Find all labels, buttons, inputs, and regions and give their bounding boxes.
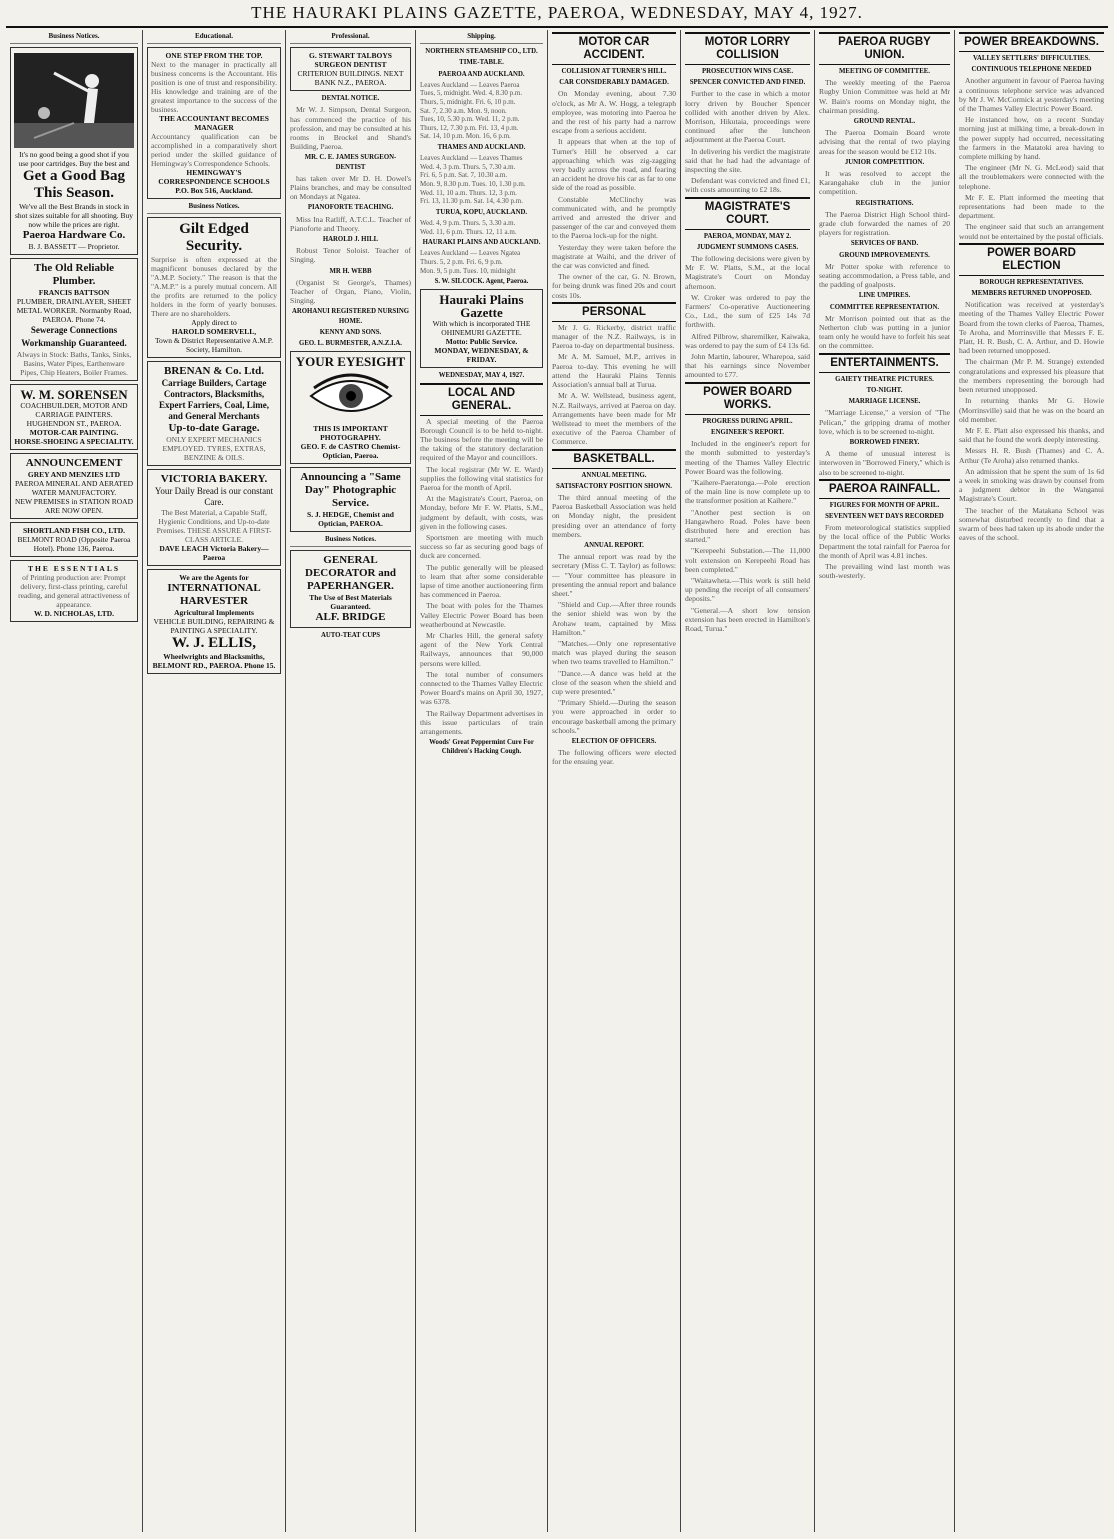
amp-ad: Gilt Edged Security. Surprise is often expressed at the magnificent bonuses declared by the "A.M.P. Society." The reason is that the "A.M.P." is a purely mutual concern. All the profits are returned to the policy holders in the form of yearly bonuses. There are no shareholders. Apply direct to HAROLD SOMERVELL, Town & District Representative A.M.P. Society, Hamilton. <box>147 217 281 358</box>
power-board-election-headline: POWER BOARD ELECTION <box>959 243 1104 276</box>
column-8: POWER BREAKDOWNS. VALLEY SETTLERS' DIFFICULTIES. CONTINUOUS TELEPHONE NEEDED Another argument in favour of Paeroa having a continuous telephone service was advanced by Mr J. W. McCormick at yesterday's meeting of the Thames Valley Electric Power Board. He instanced how, on a recent Sunday morning just at milking time, a break-down in the power supply had occurred, necessitating the farmers in the Matatoki area having to complete milking by hand. The engineer (Mr N. G. McLeod) said that all the troublemakers were connected with the telephone. Mr F. E. Platt informed the meeting that representations had been made to the department. The engineer said that such an arrangement would not be entertained by the postal officials. POWER BOARD ELECTION BOROUGH REPRESENTATIVES. MEMBERS RETURNED UNOPPOSED. Notification was received at yesterday's meeting of the Thames Valley Electric Power Board from the town clerks of Paeroa, Thames, Te Aroha, and Morrinsville that Messrs F. E. Platt, H. R. Bush, C. A. Arthur, and D. Howie had been returned unopposed. The chairman (Mr P. M. Strange) extended congratulations and expressed his pleasure that the members representing the borough had been returned unopposed. In returning thanks Mr G. Howie (Morrinsville) said that he was on the board an old member. Mr F. E. Platt also expressed his thanks, and said that he found the work deeply interesting. Messrs H. R. Bush (Thames) and C. A. Arthur (Te Aroha) also returned thanks. An admission that he spent the sum of 1s 6d a week in smoking was drawn by counsel from a judgment debtor in the Wanganui Magistrate's Court. The teacher of the Matakana School was somewhat disturbed recently to find that a swarm of bees had taken up its abode under the eaves of the school. <box>955 30 1108 1532</box>
hunter-image <box>14 53 134 148</box>
entertainments-headline: ENTERTAINMENTS. <box>819 353 950 373</box>
column-1 <box>6 30 143 1532</box>
sorensen-ad: W. M. SORENSEN COACHBUILDER, MOTOR AND CARRIAGE PAINTERS. HUGHENDON ST., PAEROA. MOTOR-CAR PAINTING. HORSE-SHOEING A SPECIALITY. <box>10 384 138 450</box>
column-5: MOTOR CAR ACCIDENT. COLLISION AT TURNER'S HILL. CAR CONSIDERABLY DAMAGED. On Monday evening, about 7.30 o'clock, as Mr A. W. Hogg, a telegraph employee, was motoring into Paeroa he and the rest of his party had a narrow escape from a serious accident. It appears that when at the top of Turner's Hill he observed a car approaching which was zig-zagging very badly across the road, and fearing an accident he drove his car as far to one side of the road as possible. Constable McClinchy was communicated with, and he promptly arrived and arrested the driver and passenger of the car and conveyed them to the Paeroa lock-up for the night. Yesterday they were taken before the magistrate at Waihi, and the driver of the car was convicted and fined. The owner of the car, G. N. Brown, for being drunk was fined 20s and court costs 10s. PERSONAL Mr J. G. Rickerby, district traffic manager of the N.Z. Railways, is in Paeroa to-day on departmental business. Mr A. M. Samuel, M.P., arrives in Paeroa to-day. This evening he will attend the Hauraki Plains Tennis Association's annual ball at Turua. Mr A. W. Wellstead, business agent, N.Z. Railways, arrived at Paeroa on day. Arrangements have been made for Mr Wellstead to meet the members of the executive of the Paeroa Chamber of Commerce. BASKETBALL. ANNUAL MEETING. SATISFACTORY POSITION SHOWN. The third annual meeting of the Paeroa Basketball Association was held on Monday night, the president presiding over an attendance of forty members. ANNUAL REPORT. The annual report was read by the secretary (Miss C. T. Taylor) as follows:— "Your committee has pleasure in presenting the annual report and balance sheet." "Shield and Cup.—After three rounds the senior shield was won by the Arohaw team, captained by Miss Hamilton." "Matches.—Only one representative match was played during the season when two teams travelled to Hamilton." "Dance.—A dance was held at the close of the season when the shield and cup were presented." "Primary Shield.—During the season you were approached in order to encourage basketball among the primary schools." ELECTION OF OFFICERS. The following officers were elected for the ensuing year. <box>548 30 681 1532</box>
section-heading: Business Notices. <box>10 32 138 44</box>
photo-service-ad: Announcing a "Same Day" Photographic Service. S. J. HEDGE, Chemist and Optician, PAEROA. <box>290 467 411 532</box>
shortland-ad: SHORTLAND FISH CO., LTD. BELMONT ROAD (Opposite Paeroa Hotel). Phone 136, Paeroa. <box>10 522 138 557</box>
announcement-ad: ANNOUNCEMENT GREY AND MENZIES LTD PAEROA MINERAL AND AERATED WATER MANUFACTORY. NEW PREMISES in STATION ROAD ARE NOW OPEN. <box>10 453 138 519</box>
hemingway-ad: ONE STEP FROM THE TOP. Next to the manager in practically all business concerns is the Accountant. His position is one of trust and responsibility. His knowledge and training are of the greatest importance to the success of the business. THE ACCOUNTANT BECOMES MANAGER Accountancy qualification can be accomplished in a comparatively short period under the skilled guidance of Hemingway's Correspondence Schools. HEMINGWAY'S CORRESPONDENCE SCHOOLS P.O. Box 516, Auckland. <box>147 47 281 199</box>
eyesight-ad: YOUR EYESIGHT THIS IS IMPORTANT PHOTOGRAPHY. GEO. F. de CASTRO Chemist-Optician, Paeroa. <box>290 351 411 464</box>
power-board-works-headline: POWER BOARD WORKS. <box>685 382 810 415</box>
bag-title: Get a Good Bag This Season. <box>22 168 126 202</box>
plumber-ad: The Old Reliable Plumber. FRANCIS BATTSON PLUMBER, DRAINLAYER, SHEET METAL WORKER. Normanby Road, PAEROA. Phone 74. Sewerage Connections Workmanship Guaranteed. Always in Stock: Baths, Tanks, Sinks, Basins, Water Pipes, Earthenware Pipes, Chip Heaters, Boiler Frames. <box>10 258 138 381</box>
victoria-bakery-ad: VICTORIA BAKERY. Your Daily Bread is our constant Care. The Best Material, a Capable Staff, Hygienic Conditions, and Up-to-date Premises. THESE ASSURE A FIRST-CLASS ARTICLE. DAVE LEACH Victoria Bakery—Paeroa <box>147 469 281 566</box>
basketball-headline: BASKETBALL. <box>552 449 676 469</box>
hardware-ad: It's no good being a good shot if you use poor cartridges. Buy the best and Get a Good Bag This Season. We've all the Best Brands in stock in shot sizes suitable for all shooting. Buy now while the prices are right. Paeroa Hardware Co. B. J. BASSETT — Proprietor. <box>10 47 138 255</box>
magistrates-court-headline: MAGISTRATE'S COURT. <box>685 197 810 230</box>
column-4: Shipping. NORTHERN STEAMSHIP CO., LTD. TIME-TABLE. PAEROA AND AUCKLAND. Leaves Auckland — Leaves Paeroa Tues, 5, midnight. Wed. 4, 8.30 p.m. Thurs, 5, midnight. Fri. 6, 10 p.m. Sat. 7, 2.30 a.m. Mon. 9, noon. Tues, 10, 5.30 p.m. Wed. 11, 2 p.m. Thurs, 12, 7.30 p.m. Fri. 13, 4 p.m. Sat. 14, 10 p.m. Mon. 16, 6 p.m. THAMES AND AUCKLAND. Leaves Auckland — Leaves Thames Wed. 4, 3 p.m. Thurs. 5, 7.30 a.m. Fri. 6, 5 p.m. Sat. 7, 10.30 a.m. Mon. 9, 8.30 p.m. Tues. 10, 1.30 p.m. Wed. 11, 10 a.m. Thurs. 12, 3 p.m. Fri. 13, 11.30 p.m. Sat. 14, 4.30 p.m. TURUA, KOPU, AUCKLAND. Wed. 4, 9 p.m. Thurs. 5, 3.30 a.m. Wed. 11, 6 p.m. Thurs. 12, 11 a.m. HAURAKI PLAINS AND AUCKLAND. Leaves Auckland — Leaves Ngatea Thurs. 5, 2 p.m. Fri. 6, 9 p.m. Mon. 9, 5 p.m. Tues. 10, midnight S. W. SILCOCK. Agent, Paeroa. Hauraki Plains Gazette With which is incorporated THE OHINEMURI GAZETTE. Motto: Public Service. MONDAY, WEDNESDAY, & FRIDAY. WEDNESDAY, MAY 4, 1927. LOCAL AND GENERAL. A special meeting of the Paeroa Borough Council is to be held to-night. The business before the meeting will be the taking of the statutory declaration required of the Mayor and councillors. The local registrar (Mr W. E. Ward) supplies the following vital statistics for Paeroa for the month of April. At the Magistrate's Court, Paeroa, on Monday, before Mr F. W. Platts, S.M., judgment by default, with costs, was given in the following cases. Sportsmen are meeting with much success so far as securing good bags of duck are concerned. The public generally will be pleased to learn that after some considerable lapse of time another auctioneering firm has commenced in Paeroa. The boat with poles for the Thames Valley Electric Power Board has been weatherbound at Newcastle. Mr Charles Hill, the general safety agent of the New York Central Railways, announces that 90,000 persons were killed. The total number of consumers connected to the Thames Valley Electric Power Board's mains on April 30, 1927, was 6378. The Railway Department advertises in this issue particulars of train arrangements. Woods' Great Peppermint Cure For Children's Hacking Cough. <box>416 30 548 1532</box>
personal-headline: PERSONAL <box>552 302 676 322</box>
rainfall-headline: PAEROA RAINFALL. <box>819 479 950 499</box>
essentials-ad: THE ESSENTIALS of Printing production are: Prompt delivery, first-class printing, careful reading, and general attractiveness of appearance. W. D. NICHOLAS, LTD. <box>10 560 138 622</box>
masthead: THE HAURAKI PLAINS GAZETTE, PAEROA, WEDNESDAY, MAY 4, 1927. <box>6 0 1108 28</box>
lorry-collision-headline: MOTOR LORRY COLLISION <box>685 32 810 65</box>
eye-icon <box>306 372 396 420</box>
hardware-name: Paeroa Hardware Co. <box>22 229 126 242</box>
column-2: Educational. ONE STEP FROM THE TOP. Next to the manager in practically all business concerns is the Accountant. His position is one of trust and responsibility. His knowledge and training are of the greatest importance to the success of the business. THE ACCOUNTANT BECOMES MANAGER Accountancy qualification can be accomplished in a comparatively short period under the skilled guidance of Hemingway's Correspondence Schools. HEMINGWAY'S CORRESPONDENCE SCHOOLS P.O. Box 516, Auckland. Business Notices. Gilt Edged Security. Surprise is often expressed at the magnificent bonuses declared by the "A.M.P. Society." The reason is that the "A.M.P." is a purely mutual concern. All the profits are returned to the policy holders in the form of yearly bonuses. There are no shareholders. Apply direct to HAROLD SOMERVELL, Town & District Representative A.M.P. Society, Hamilton. BRENAN & Co. Ltd. Carriage Builders, Cartage Contractors, Blacksmiths, Expert Farriers, Coal, Lime, and General Merchants Up-to-date Garage. ONLY EXPERT MECHANICS EMPLOYED. TYRES, EXTRAS, BENZINE & OILS. VICTORIA BAKERY. Your Daily Bread is our constant Care. The Best Material, a Capable Staff, Hygienic Conditions, and Up-to-date Premises. THESE ASSURE A FIRST-CLASS ARTICLE. DAVE LEACH Victoria Bakery—Paeroa We are the Agents for INTERNATIONAL HARVESTER Agricultural Implements VEHICLE BUILDING, REPAIRING & PAINTING A SPECIALITY. W. J. ELLIS, Wheelwrights and Blacksmiths, BELMONT RD., PAEROA. Phone 15. <box>143 30 286 1532</box>
talboys-ad: G. STEWART TALBOYS SURGEON DENTIST CRITERION BUILDINGS. NEXT BANK N.Z., PAEROA. <box>290 47 411 91</box>
power-breakdowns-headline: POWER BREAKDOWNS. <box>959 32 1104 52</box>
newspaper-page <box>6 30 1108 1532</box>
column-3: Professional. G. STEWART TALBOYS SURGEON DENTIST CRITERION BUILDINGS. NEXT BANK N.Z., PAEROA. DENTAL NOTICE. Mr W. J. Simpson, Dental Surgeon, has commenced the practice of his profession, and may be consulted at his rooms in Brockel and Shand's Building, Paeroa. MR. C. E. JAMES SURGEON-DENTIST has taken over Mr D. H. Dowel's Plains branches, and may be consulted on Mondays at Ngatea. PIANOFORTE TEACHING. Miss Ina Ratliff, A.T.C.L. Teacher of Pianoforte and Theory. HAROLD J. HILL Robust Tenor Soloist. Teacher of Singing. MR H. WEBB (Organist St George's, Thames) Teacher of Organ, Piano, Violin, Singing. AROHANUI REGISTERED NURSING HOME. KENNY AND SONS. GEO. L. BURMESTER, A.N.Z.I.A. YOUR EYESIGHT THIS IS IMPORTANT PHOTOGRAPHY. GEO. F. de CASTRO Chemist-Optician, Paeroa. Announcing a "Same Day" Photographic Service. S. J. HEDGE, Chemist and Optician, PAEROA. Business Notices. GENERAL DECORATOR and PAPERHANGER. The Use of Best Materials Guaranteed. ALF. BRIDGE AUTO-TEAT CUPS <box>286 30 416 1532</box>
brenan-ad: BRENAN & Co. Ltd. Carriage Builders, Cartage Contractors, Blacksmiths, Expert Farriers, Coal, Lime, and General Merchants Up-to-date Garage. ONLY EXPERT MECHANICS EMPLOYED. TYRES, EXTRAS, BENZINE & OILS. <box>147 361 281 466</box>
decorator-ad: GENERAL DECORATOR and PAPERHANGER. The Use of Best Materials Guaranteed. ALF. BRIDGE <box>290 550 411 628</box>
rugby-union-headline: PAEROA RUGBY UNION. <box>819 32 950 65</box>
column-6: MOTOR LORRY COLLISION PROSECUTION WINS CASE. SPENCER CONVICTED AND FINED. Further to the case in which a motor lorry driven by Boucher Spencer collided with another driven by Alex. Morrison, Hikutaia, proceedings were continued after the luncheon adjournment at the Paeroa Court. In delivering his verdict the magistrate said that he had had the advantage of inspecting the site. Defendant was convicted and fined £1, with costs amounting to £2 18s. MAGISTRATE'S COURT. PAEROA, MONDAY, MAY 2. JUDGMENT SUMMONS CASES. The following decisions were given by Mr F. W. Platts, S.M., at the local Magistrate's Court on Monday afternoon. W. Croker was ordered to pay the Farmers' Co-operative Auctioneering Co., Ltd., the sum of £25 14s 7d forthwith. Alfred Pilbrow, sharemilker, Kaiwaka, was ordered to pay the sum of £4 13s 6d. John Martin, labourer, Wharepoa, said that his earnings since November amounted to £77. POWER BOARD WORKS. PROGRESS DURING APRIL. ENGINEER'S REPORT. Included in the engineer's report for the month submitted to yesterday's meeting of the Thames Valley Electric Power Board was the following. "Kaihere-Paeratonga.—Pole erection of the main line is now complete up to the transformer position at Kaihere." "Another pest section is on Hangawhero Road. Poles have been distributed here and erection has started." "Kerepeehi Substation.—The 11,000 volt extension on Kerepeehi Road has been completed." "Waitawheta.—This work is still held up pending the receipt of all consumers' deposits." "General.—A short low tension extension has been erected in Hamilton's Road, Turua." <box>681 30 815 1532</box>
harvester-ad: We are the Agents for INTERNATIONAL HARVESTER Agricultural Implements VEHICLE BUILDING, REPAIRING & PAINTING A SPECIALITY. W. J. ELLIS, Wheelwrights and Blacksmiths, BELMONT RD., PAEROA. Phone 15. <box>147 569 281 674</box>
column-7: PAEROA RUGBY UNION. MEETING OF COMMITTEE. The weekly meeting of the Paeroa Rugby Union Committee was held at Mr W. Bain's rooms on Monday night, the chairman presiding. GROUND RENTAL. The Paeroa Domain Board wrote advising that the rental of two playing areas for the season would be £12 10s. JUNIOR COMPETITION. It was resolved to accept the Karangahake club in the junior competition. REGISTRATIONS. The Paeroa District High School third-grade club forwarded the names of 20 players for registration. SERVICES OF BAND. GROUND IMPROVEMENTS. Mr Potter spoke with reference to seating accommodation, a Press table, and the padding of goalposts. LINE UMPIRES. COMMITTEE REPRESENTATION. Mr Morrison pointed out that as the Netherton club was putting in a junior team only he would have to forfeit his seat on the committee. ENTERTAINMENTS. GAIETY THEATRE PICTURES. TO-NIGHT. MARRIAGE LICENSE. "Marriage License," a version of "The Pelican," the gripping drama of mother love, which is to be screened to-night. BORROWED FINERY. A theme of unusual interest is interwoven in "Borrowed Finery," which is also to be screened to-night. PAEROA RAINFALL. FIGURES FOR MONTH OF APRIL. SEVENTEEN WET DAYS RECORDED From meteorological statistics supplied by the local office of the Public Works Department the total rainfall for Paeroa for the month of April was 4.81 inches. The prevailing wind last month was south-westerly. <box>815 30 955 1532</box>
gazette-nameplate: Hauraki Plains Gazette With which is incorporated THE OHINEMURI GAZETTE. Motto: Public Service. MONDAY, WEDNESDAY, & FRIDAY. <box>420 289 543 368</box>
motor-accident-headline: MOTOR CAR ACCIDENT. <box>552 32 676 65</box>
